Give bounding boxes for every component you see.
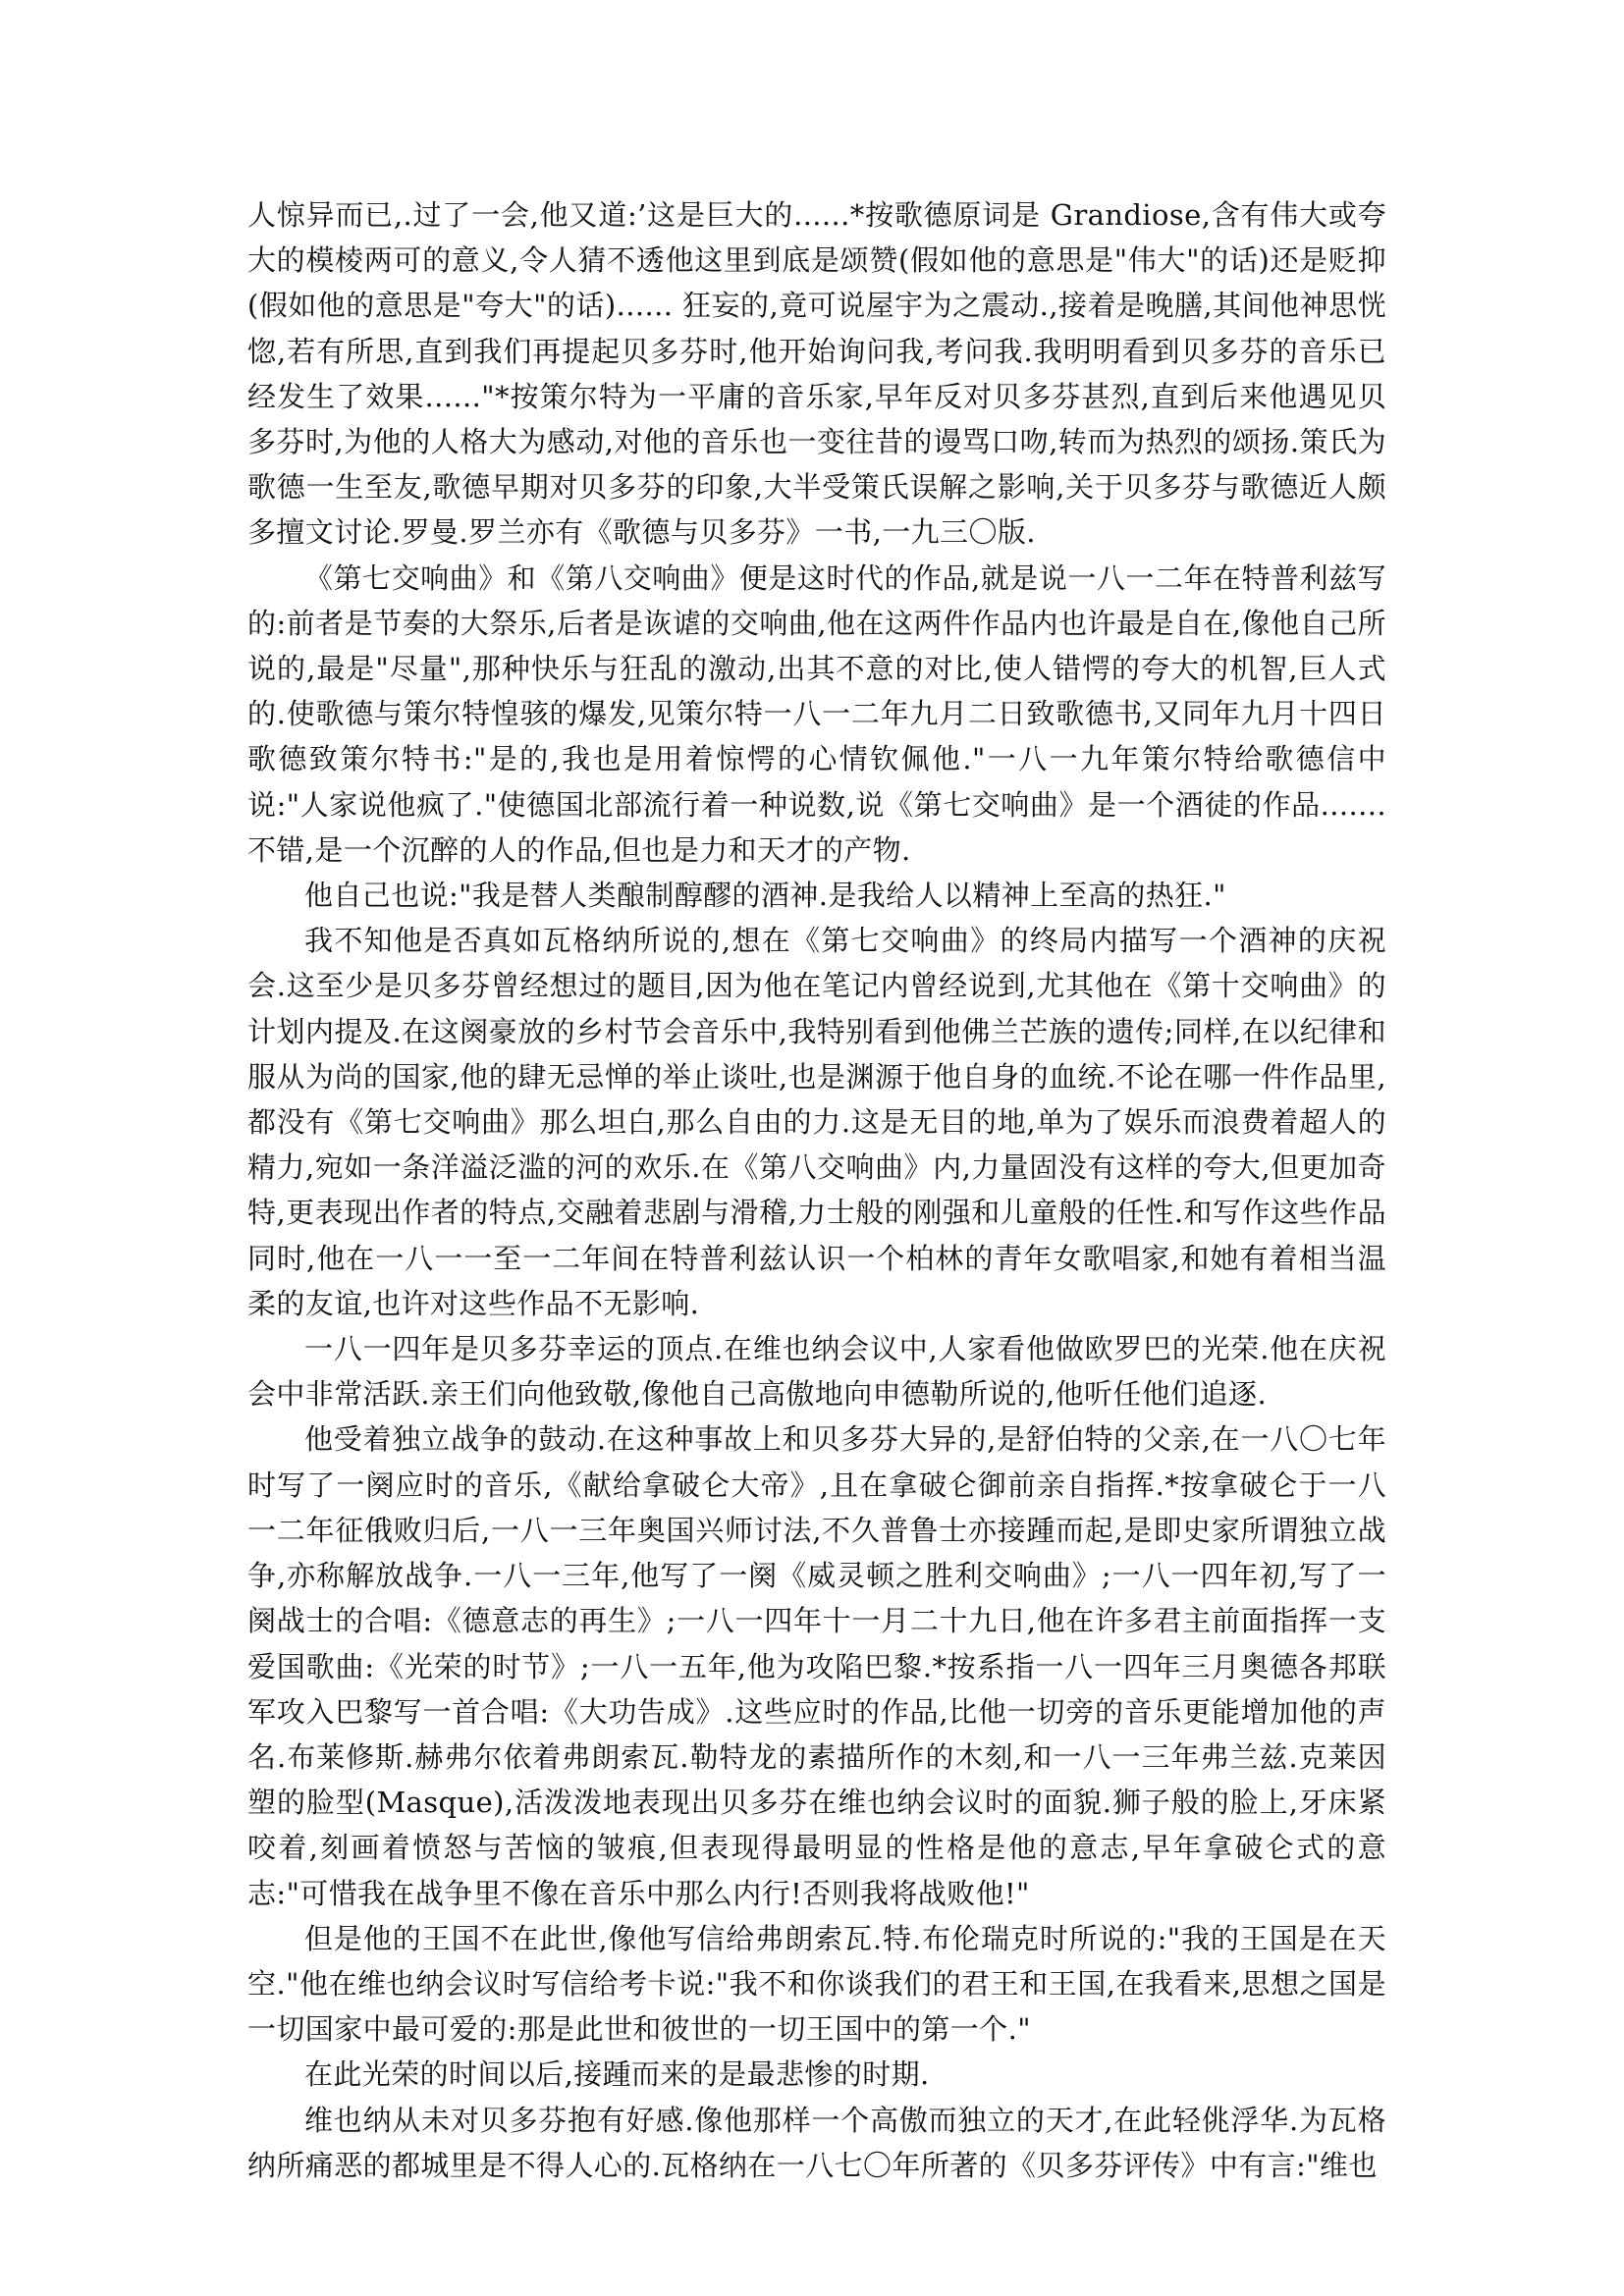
paragraph-5: 一八一四年是贝多芬幸运的顶点.在维也纳会议中,人家看他做欧罗巴的光荣.他在庆祝会中非常活跃.亲王们向他致敬,像他自己高傲地向申德勒所说的,他听任他们追逐. bbox=[247, 1332, 1386, 1412]
document-page bbox=[247, 192, 1386, 2188]
paragraph-6: 他受着独立战争的鼓动.在这种事故上和贝多芬大异的,是舒伯特的父亲,在一八〇七年时写了一阕应时的音乐,《献给拿破仑大帝》,且在拿破仑御前亲自指挥.*按拿破仑于一八一二年征俄败归后,一八一三年奥国兴师讨法,不久普鲁士亦接踵而起,是即史家所谓独立战争,亦称解放战争.一八一三年,他写了一阕《威灵顿之胜利交响曲》;一八一四年初,写了一阕战士的合唱:《德意志的再生》;一八一四年十一月二十九日,他在许多君主前面指挥一支爱国歌曲:《光荣的时节》;一八一五年,他为攻陷巴黎.*按系指一八一四年三月奥德各邦联军攻入巴黎写一首合唱:《大功告成》.这些应时的作品,比他一切旁的音乐更能增加他的声名.布莱修斯.赫弗尔依着弗朗索瓦.勒特龙的素描所作的木刻,和一八一三年弗兰兹.克莱因塑的脸型(Masque),活泼泼地表现出贝多芬在维也纳会议时的面貌.狮子般的脸上,牙床紧咬着,刻画着愤怒与苦恼的皱痕,但表现得最明显的性格是他的意志,早年拿破仑式的意志:"可惜我在战争里不像在音乐中那么内行!否则我将战败他!" bbox=[247, 1422, 1386, 1910]
paragraph-7: 但是他的王国不在此世,像他写信给弗朗索瓦.特.布伦瑞克时所说的:"我的王国是在天空."他在维也纳会议时写信给考卡说:"我不和你谈我们的君王和王国,在我看来,思想之国是一切国家中最可爱的:那是此世和彼世的一切王国中的第一个." bbox=[247, 1921, 1386, 2047]
paragraph-3: 他自己也说:"我是替人类酿制醇醪的酒神.是我给人以精神上至高的热狂." bbox=[304, 879, 1226, 913]
paragraph-4: 我不知他是否真如瓦格纳所说的,想在《第七交响曲》的终局内描写一个酒神的庆祝会.这至少是贝多芬曾经想过的题目,因为他在笔记内曾经说到,尤其他在《第十交响曲》的计划内提及.在这阕豪放的乡村节会音乐中,我特别看到他佛兰芒族的遗传;同样,在以纪律和服从为尚的国家,他的肆无忌惮的举止谈吐,也是渊源于他自身的血统.不论在哪一件作品里,都没有《第七交响曲》那么坦白,那么自由的力.这是无目的地,单为了娱乐而浪费着超人的精力,宛如一条洋溢泛滥的河的欢乐.在《第八交响曲》内,力量固没有这样的夸大,但更加奇特,更表现出作者的特点,交融着悲剧与滑稽,力士般的刚强和儿童般的任性.和写作这些作品同时,他在一八一一至一二年间在特普利兹认识一个柏林的青年女歌唱家,和她有着相当温柔的友谊,也许对这些作品不无影响. bbox=[247, 924, 1386, 1320]
paragraph-8: 在此光荣的时间以后,接踵而来的是最悲惨的时期. bbox=[304, 2057, 930, 2092]
paragraph-9: 维也纳从未对贝多芬抱有好感.像他那样一个高傲而独立的天才,在此轻佻浮华.为瓦格纳所痛恶的都城里是不得人心的.瓦格纳在一八七〇年所著的《贝多芬评传》中有言:"维也 bbox=[247, 2103, 1386, 2182]
paragraph-2: 《第七交响曲》和《第八交响曲》便是这时代的作品,就是说一八一二年在特普利兹写的:前者是节奏的大祭乐,后者是诙谑的交响曲,他在这两件作品内也许最是自在,像他自己所说的,最是"尽量",那种快乐与狂乱的激动,出其不意的对比,使人错愕的夸大的机智,巨人式的.使歌德与策尔特惶骇的爆发,见策尔特一八一二年九月二日致歌德书,又同年九月十四日歌德致策尔特书:"是的,我也是用着惊愕的心情钦佩他."一八一九年策尔特给歌德信中说:"人家说他疯了."使德国北部流行着一种说数,说《第七交响曲》是一个酒徒的作品.......不错,是一个沉醉的人的作品,但也是力和天才的产物. bbox=[247, 561, 1386, 867]
paragraph-1: 人惊异而已,.过了一会,他又道:’这是巨大的......*按歌德原词是 Grandiose,含有伟大或夸大的模棱两可的意义,令人猜不透他这里到底是颂赞(假如他的意思是"伟大"的话)还是贬抑(假如他的意思是"夸大"的话)...... 狂妄的,竟可说屋宇为之震动.,接着是晚膳,其间他神思恍惚,若有所思,直到我们再提起贝多芬时,他开始询问我,考问我.我明明看到贝多芬的音乐已经发生了效果......"*按策尔特为一平庸的音乐家,早年反对贝多芬甚烈,直到后来他遇见贝多芬时,为他的人格大为感动,对他的音乐也一变往昔的谩骂口吻,转而为热烈的颂扬.策氏为歌德一生至友,歌德早期对贝多芬的印象,大半受策氏误解之影响,关于贝多芬与歌德近人颇多擅文讨论.罗曼.罗兰亦有《歌德与贝多芬》一书,一九三〇版. bbox=[247, 198, 1386, 550]
